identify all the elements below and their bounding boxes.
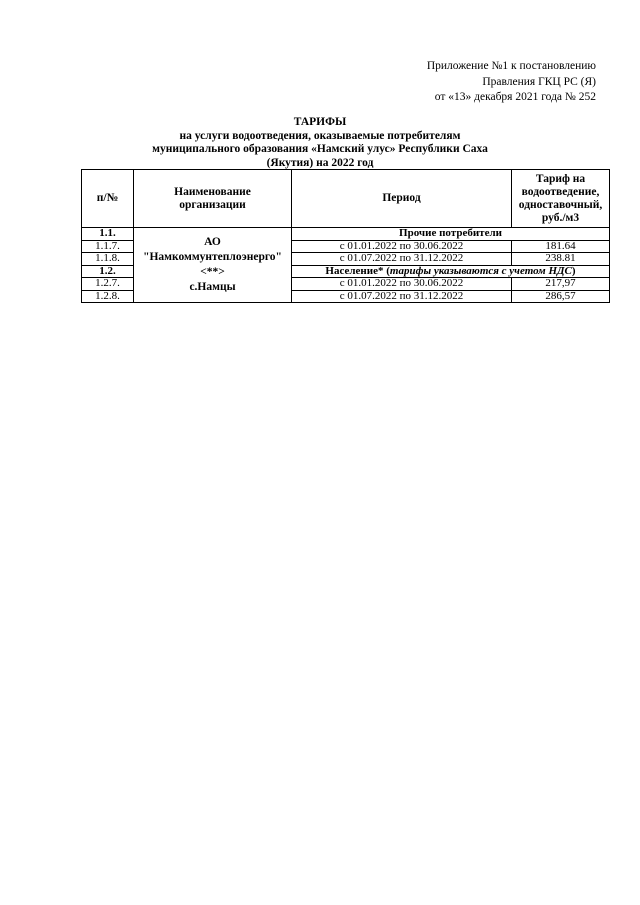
group-label-vat-note: тарифы указываются с учетом НДС [389, 265, 572, 277]
organization-line-3: <**> [200, 266, 225, 278]
appendix-line-1: Приложение №1 к постановлению [426, 60, 596, 72]
row-tariff: 217,97 [512, 278, 610, 291]
group-label-main: Население* ( [325, 265, 390, 277]
document-title [0, 116, 640, 170]
organization-line-1: АО [204, 236, 221, 248]
organization-line-2: "Намкоммунтеплоэнерго" [143, 251, 282, 263]
header-num: п/№ [82, 170, 134, 228]
title-heading: ТАРИФЫ [293, 116, 347, 128]
tariff-table [81, 169, 610, 303]
row-period: с 01.07.2022 по 31.12.2022 [292, 253, 512, 266]
table-header-row [82, 170, 610, 228]
row-tariff: 286,57 [512, 290, 610, 303]
row-tariff: 238.81 [512, 253, 610, 266]
header-tariff-line-2: водоотведение, [521, 185, 600, 198]
row-period: с 01.01.2022 по 30.06.2022 [292, 240, 512, 253]
title-line-2: муниципального образования «Намский улус» Республики Саха [152, 143, 488, 155]
organization-line-4: с.Намцы [189, 281, 236, 293]
appendix-line-2: Правления ГКЦ РС (Я) [482, 75, 596, 88]
header-organization-line-1: Наименование [174, 185, 251, 198]
row-period: с 01.07.2022 по 31.12.2022 [292, 290, 512, 303]
header-tariff-line-4: руб./м3 [541, 211, 580, 224]
title-line-1: на услуги водоотведения, оказываемые потребителям [179, 129, 461, 142]
title-line-3: (Якутия) на 2022 год [266, 156, 374, 169]
header-tariff-line-1: Тариф на [535, 172, 586, 185]
row-num: 1.1.8. [82, 253, 134, 266]
row-period: с 01.01.2022 по 30.06.2022 [292, 278, 512, 291]
group-row-other-consumers [82, 228, 610, 241]
header-organization [134, 170, 292, 228]
group-label: Прочие потребители [292, 228, 610, 241]
row-num: 1.2.7. [82, 278, 134, 291]
header-tariff-line-3: одноставочный, [518, 198, 603, 211]
organization-cell [134, 228, 292, 303]
group-num: 1.2. [82, 265, 134, 278]
group-label-end: ) [571, 265, 576, 277]
row-tariff: 181.64 [512, 240, 610, 253]
row-num: 1.2.8. [82, 290, 134, 303]
row-num: 1.1.7. [82, 240, 134, 253]
header-tariff [512, 170, 610, 228]
appendix-line-3: от «13» декабря 2021 года № 252 [434, 91, 596, 103]
appendix-reference [427, 59, 596, 106]
group-label [292, 265, 610, 278]
header-organization-line-2: организации [179, 198, 246, 211]
header-period: Период [292, 170, 512, 228]
group-num: 1.1. [82, 228, 134, 241]
